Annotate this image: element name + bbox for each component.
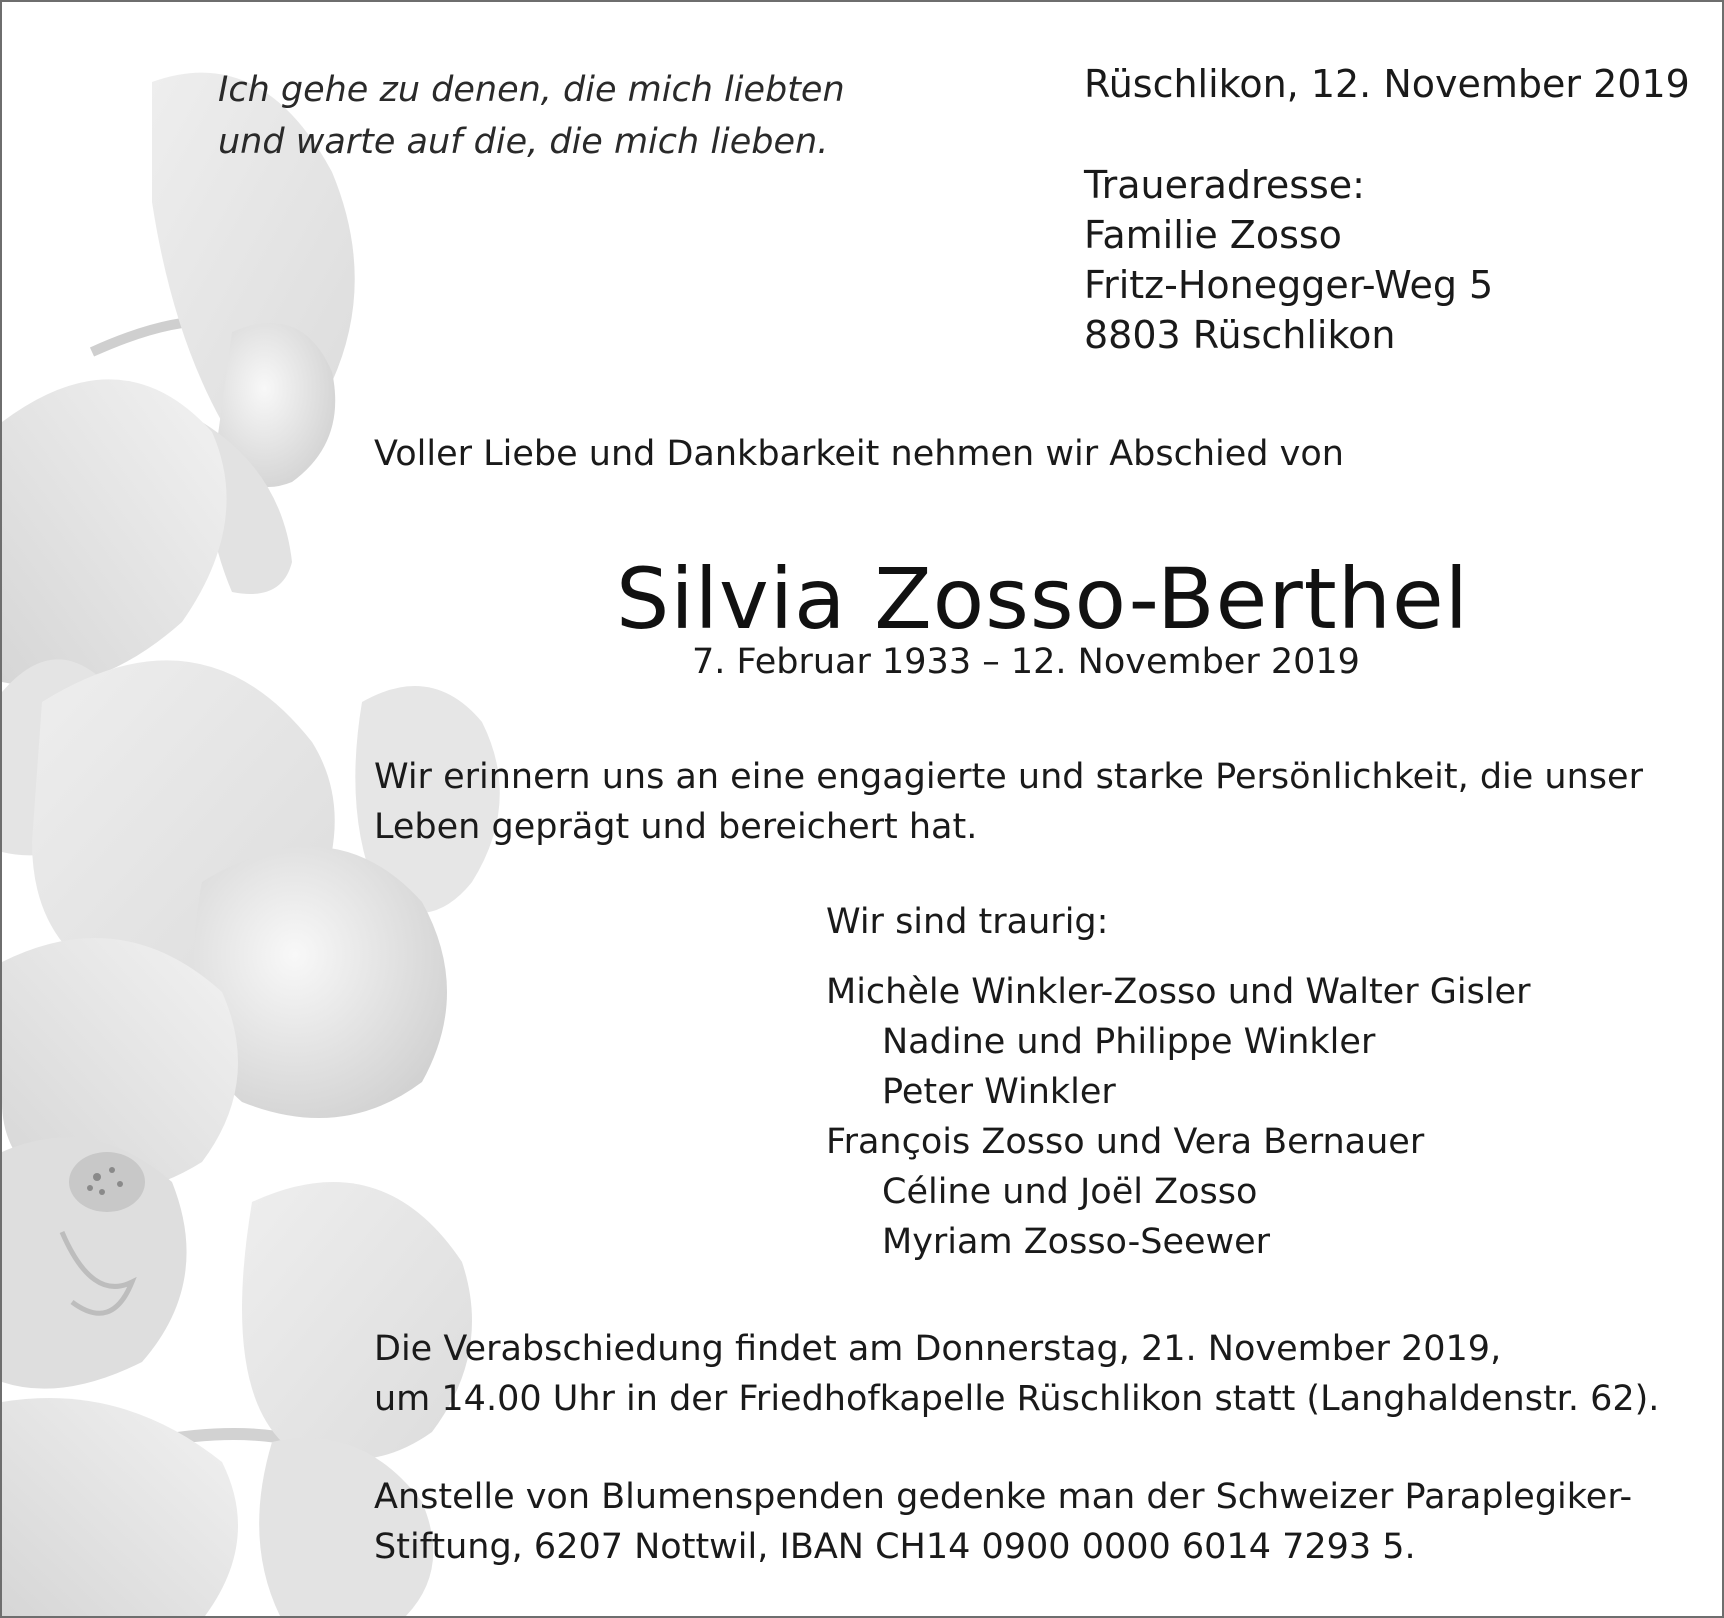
memory-line: Wir erinnern uns an eine engagierte und starke Persönlichkeit, die unser	[374, 757, 1643, 797]
address-label: Traueradresse:	[1084, 163, 1365, 207]
deceased-name: Silvia Zosso-Berthel	[616, 550, 1469, 648]
service-line: Die Verabschiedung findet am Donnerstag, 21. November 2019,	[374, 1329, 1502, 1369]
mourner-name: Nadine und Philippe Winkler	[882, 1022, 1376, 1062]
mourner-name: Peter Winkler	[882, 1072, 1116, 1112]
donation-info	[374, 1472, 1632, 1572]
address-line: Familie Zosso	[1084, 213, 1342, 257]
mourners-list	[826, 967, 1530, 1267]
service-info	[374, 1324, 1659, 1424]
mourner-name: Myriam Zosso-Seewer	[882, 1222, 1271, 1262]
motto	[218, 64, 845, 168]
service-line: um 14.00 Uhr in der Friedhofkapelle Rüschlikon statt (Langhaldenstr. 62).	[374, 1379, 1660, 1419]
mourning-address	[1084, 160, 1493, 360]
mourner-name: Michèle Winkler-Zosso und Walter Gisler	[826, 972, 1531, 1012]
mourner-name: Céline und Joël Zosso	[882, 1172, 1258, 1212]
intro-text: Voller Liebe und Dankbarkeit nehmen wir Abschied von	[374, 434, 1344, 474]
motto-line: und warte auf die, die mich lieben.	[218, 122, 829, 162]
donation-line: Anstelle von Blumenspenden gedenke man der Schweizer Paraplegiker-	[374, 1477, 1633, 1517]
address-line: Fritz-Honegger-Weg 5	[1084, 263, 1494, 307]
place-date: Rüschlikon, 12. November 2019	[1084, 62, 1690, 106]
address-line: 8803 Rüschlikon	[1084, 313, 1396, 357]
mourner-name: François Zosso und Vera Bernauer	[826, 1122, 1425, 1162]
memory-line: Leben geprägt und bereichert hat.	[374, 807, 978, 847]
mourners-heading: Wir sind traurig:	[826, 902, 1109, 942]
memory-text	[374, 752, 1643, 852]
donation-line: Stiftung, 6207 Nottwil, IBAN CH14 0900 0000 6014 7293 5.	[374, 1527, 1416, 1567]
life-dates: 7. Februar 1933 – 12. November 2019	[692, 642, 1360, 682]
motto-line: Ich gehe zu denen, die mich liebten	[218, 70, 845, 110]
